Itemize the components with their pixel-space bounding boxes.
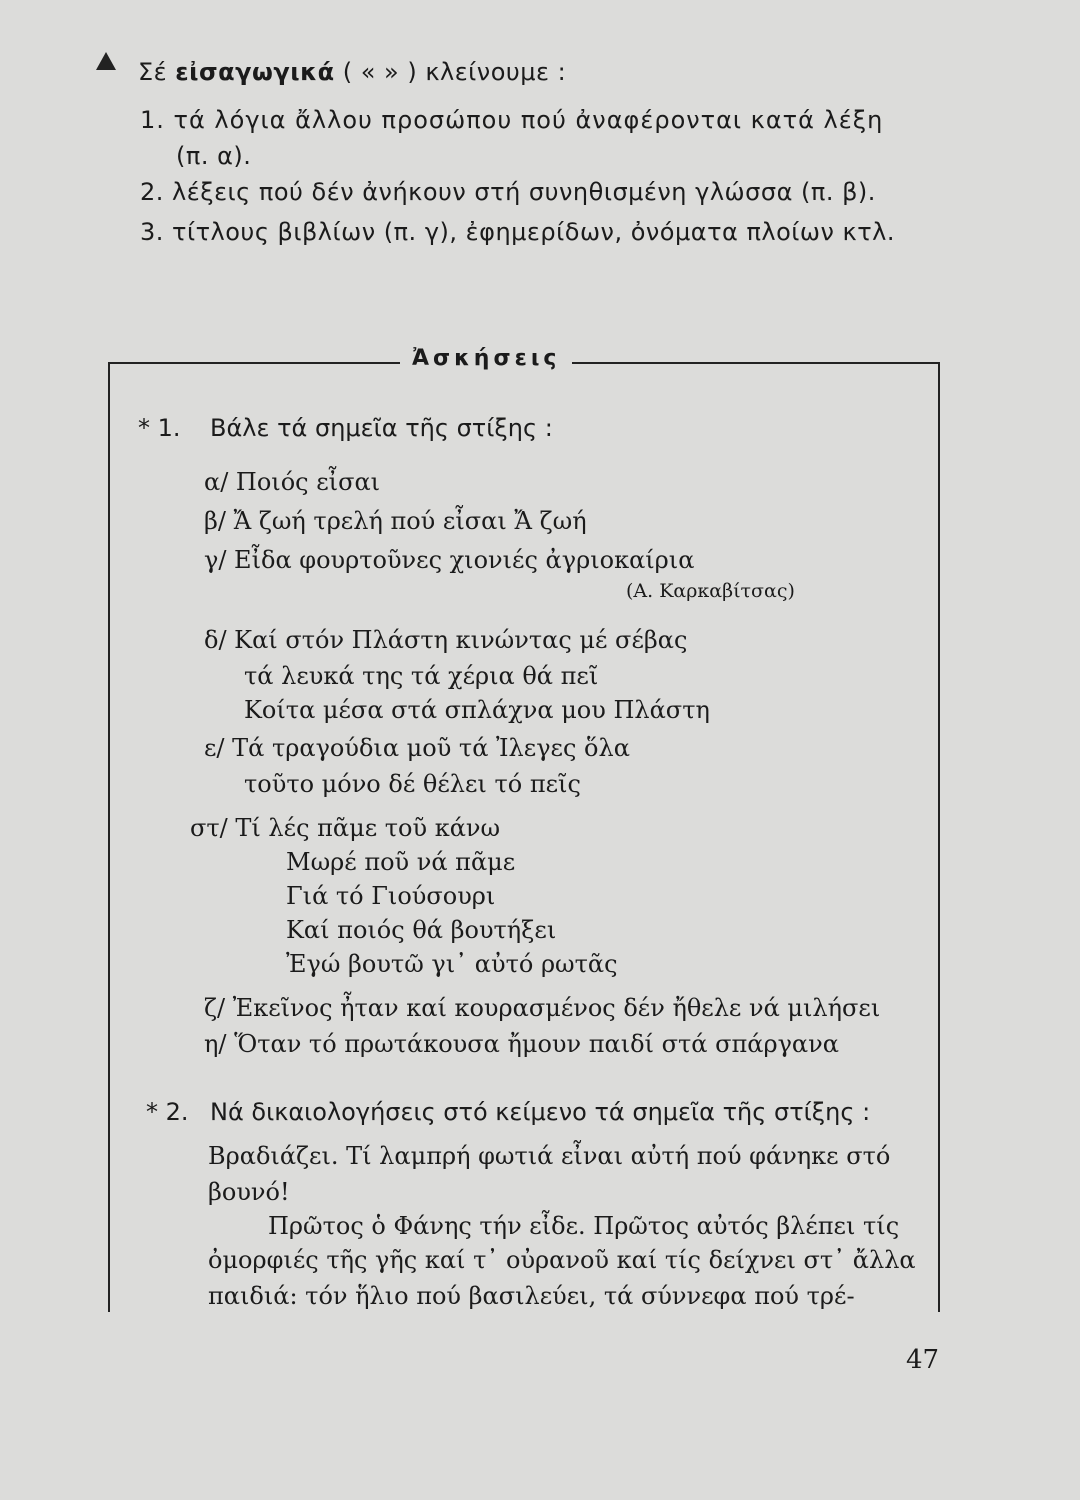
ex2-para-line-1: Βραδιάζει. Τί λαμπρή φωτιά εἶναι αὐτή πού φάνηκε στό	[208, 1142, 891, 1170]
ex1-line-d2: τά λευκά της τά χέρια θά πεῖ	[244, 662, 599, 690]
intro-text-post: ( « » ) κλείνουμε :	[334, 58, 567, 86]
ex2-para-line-2: βουνό!	[208, 1178, 290, 1206]
ex1-line-e2: τοῦτο μόνο δέ θέλει τό πεῖς	[244, 770, 581, 798]
ex1-line-h: η/ Ὅταν τό πρωτάκουσα ἤμουν παιδί στά σπάργανα	[204, 1030, 839, 1058]
ex1-line-st3: Γιά τό Γιούσουρι	[286, 882, 496, 910]
intro-text-pre: Σέ	[138, 58, 176, 86]
exercise-2-prompt: Νά δικαιολογήσεις στό κείμενο τά σημεῖα τῆς στίξης :	[210, 1098, 871, 1126]
rule-item-1-cont: (π. α).	[176, 142, 252, 170]
ex1-line-d3: Κοίτα μέσα στά σπλάχνα μου Πλάστη	[244, 696, 710, 724]
ex1-line-c: γ/ Εἶδα φουρτοῦνες χιονιές ἀγριοκαίρια	[204, 546, 695, 574]
exercises-title: Ἀσκήσεις	[400, 346, 572, 371]
exercise-2-label: * 2.	[146, 1098, 189, 1126]
intro-text-bold: εἰσαγωγικά	[175, 58, 335, 86]
rule-item-1: 1. τά λόγια ἄλλου προσώπου πού ἀναφέρονται κατά λέξη	[140, 106, 884, 134]
ex1-line-st1: στ/ Τί λές πᾶμε τοῦ κάνω	[190, 814, 501, 842]
page-number: 47	[906, 1345, 940, 1375]
exercise-1-label: * 1.	[138, 414, 181, 442]
ex2-para-line-4: ὀμορφιές τῆς γῆς καί τ᾽ οὐρανοῦ καί τίς δείχνει στ᾽ ἄλλα	[208, 1246, 916, 1274]
ex2-para-line-5: παιδιά: τόν ἥλιο πού βασιλεύει, τά σύννεφα πού τρέ-	[208, 1282, 855, 1310]
triangle-bullet-icon	[96, 52, 116, 70]
ex1-line-b: β/ Ἄ ζωή τρελή πού εἶσαι Ἄ ζωή	[204, 507, 587, 535]
ex2-para-line-3: Πρῶτος ὁ Φάνης τήν εἶδε. Πρῶτος αὐτός βλέπει τίς	[268, 1212, 900, 1240]
rules-intro	[138, 58, 566, 86]
ex1-line-st4: Καί ποιός θά βουτήξει	[286, 916, 557, 944]
ex1-line-st2: Μωρέ ποῦ νά πᾶμε	[286, 848, 516, 876]
ex1-line-d1: δ/ Καί στόν Πλάστη κινώντας μέ σέβας	[204, 626, 688, 654]
exercise-1-prompt: Βάλε τά σημεῖα τῆς στίξης :	[210, 414, 553, 442]
ex1-line-e1: ε/ Τά τραγούδια μοῦ τά Ἰλεγες ὅλα	[204, 734, 630, 762]
ex1-author: (Α. Καρκαβίτσας)	[626, 580, 795, 602]
rule-item-3: 3. τίτλους βιβλίων (π. γ), ἐφημερίδων, ὀνόματα πλοίων κτλ.	[140, 218, 895, 246]
rule-item-2: 2. λέξεις πού δέν ἀνήκουν στή συνηθισμένη γλώσσα (π. β).	[140, 178, 876, 206]
ex1-line-st5: Ἐγώ βουτῶ γι᾽ αὐτό ρωτᾶς	[286, 950, 618, 978]
ex1-line-z: ζ/ Ἐκεῖνος ἦταν καί κουρασμένος δέν ἤθελε νά μιλήσει	[204, 994, 881, 1022]
ex1-line-a: α/ Ποιός εἶσαι	[204, 468, 381, 496]
